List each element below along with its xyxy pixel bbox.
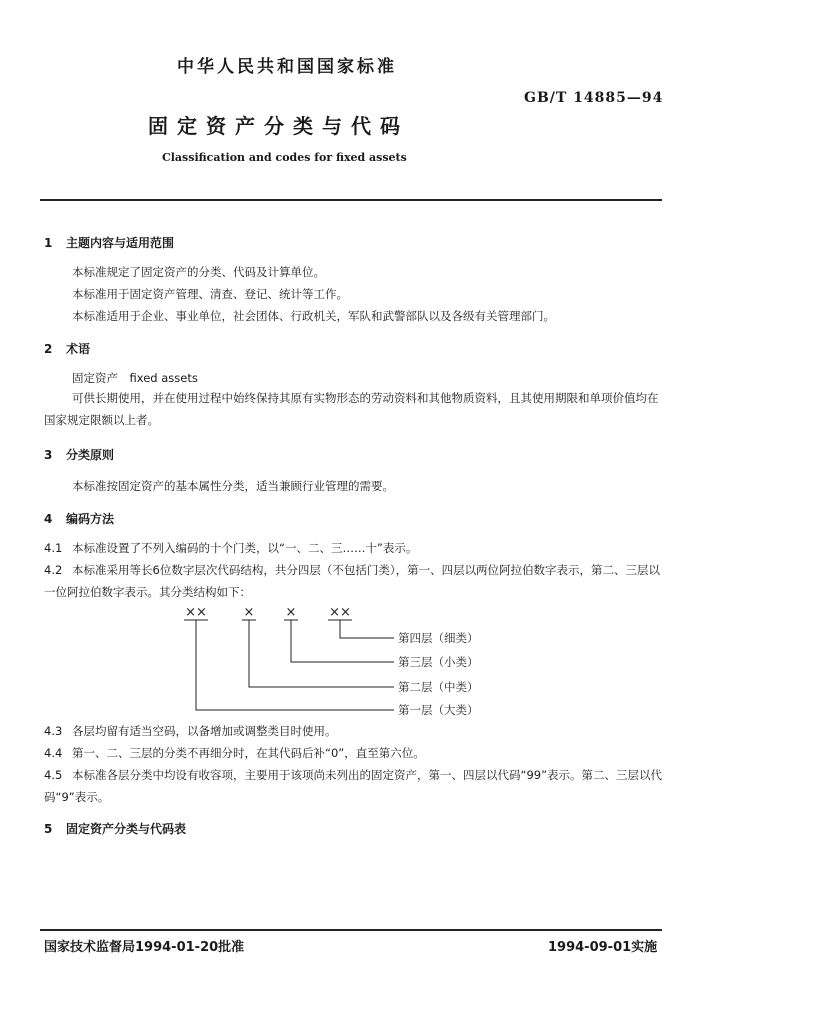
clause-number: 4.2 bbox=[44, 563, 63, 577]
national-standard-title: 中华人民共和国国家标准 bbox=[177, 57, 397, 77]
clause-text: 第一、二、三层的分类不再细分时，在其代码后补“0”，直至第六位。 bbox=[72, 746, 425, 760]
section-title: 编码方法 bbox=[66, 512, 115, 526]
section-2-heading bbox=[44, 340, 90, 357]
label-level-3: 第三层（小类） bbox=[398, 655, 479, 669]
clause-number: 4.4 bbox=[44, 746, 63, 760]
clause-text: 本标准采用等长6位数字层次代码结构，共分四层（不包括门类），第一、四层以两位阿拉伯数字表示，第二、三层以一位阿拉伯数字表示。其分类结构如下： bbox=[44, 563, 661, 599]
implementation-date: 1994-09-01实施 bbox=[548, 940, 658, 955]
section-title: 主题内容与适用范围 bbox=[66, 236, 175, 250]
paragraph: 本标准用于固定资产管理、清查、登记、统计等工作。 bbox=[72, 287, 348, 301]
term: 固定资产 fixed assets bbox=[72, 371, 198, 385]
section-title: 分类原则 bbox=[66, 448, 115, 462]
label-level-1: 第一层（大类） bbox=[398, 703, 479, 717]
top-divider bbox=[40, 199, 662, 201]
clause-text: 本标准设置了不列入编码的十个门类，以“一、二、三……十”表示。 bbox=[72, 541, 418, 555]
standard-code: GB/T 14885—94 bbox=[524, 90, 664, 106]
clause-4-5 bbox=[44, 764, 666, 808]
code-mark-level-3: × bbox=[285, 605, 297, 620]
connector-level-2 bbox=[249, 620, 394, 687]
paragraph: 本标准适用于企业、事业单位，社会团体、行政机关，军队和武警部队以及各级有关管理部门。 bbox=[72, 309, 555, 323]
document-title: 固定资产分类与代码 bbox=[148, 114, 409, 138]
section-number: 3 bbox=[44, 448, 53, 462]
clause-text: 本标准各层分类中均设有收容项，主要用于该项尚未列出的固定资产，第一、四层以代码“99”表示。第二、三层以代码“9”表示。 bbox=[44, 768, 663, 804]
section-number: 1 bbox=[44, 236, 53, 250]
clause-number: 4.5 bbox=[44, 768, 63, 782]
connector-level-4 bbox=[340, 620, 394, 638]
document-subtitle: Classification and codes for fixed assets bbox=[162, 151, 407, 164]
section-3-heading bbox=[44, 446, 114, 463]
code-mark-level-4: ×× bbox=[329, 605, 351, 620]
section-title: 术语 bbox=[66, 342, 91, 356]
clause-4-2 bbox=[44, 559, 666, 603]
paragraph: 本标准规定了固定资产的分类、代码及计算单位。 bbox=[72, 265, 325, 279]
section-number: 4 bbox=[44, 512, 53, 526]
section-5-heading bbox=[44, 820, 186, 837]
section-1-heading bbox=[44, 234, 174, 251]
clause-number: 4.3 bbox=[44, 724, 63, 738]
label-level-4: 第四层（细类） bbox=[398, 631, 479, 645]
section-title: 固定资产分类与代码表 bbox=[66, 822, 187, 836]
connector-level-3 bbox=[291, 620, 394, 662]
section-number: 2 bbox=[44, 342, 53, 356]
code-mark-level-2: × bbox=[243, 605, 255, 620]
code-mark-level-1: ×× bbox=[185, 605, 207, 620]
clause-number: 4.1 bbox=[44, 541, 63, 555]
paragraph: 本标准按固定资产的基本属性分类，适当兼顾行业管理的需要。 bbox=[72, 479, 394, 493]
approval-date: 国家技术监督局1994-01-20批准 bbox=[44, 940, 245, 955]
code-structure-diagram bbox=[170, 600, 510, 725]
section-number: 5 bbox=[44, 822, 53, 836]
clause-4-1 bbox=[44, 537, 666, 559]
term-definition: 可供长期使用，并在使用过程中始终保持其原有实物形态的劳动资料和其他物质资料，且其使用期限和单项价值均在国家规定限额以上者。 bbox=[44, 391, 659, 427]
section-4-heading bbox=[44, 510, 114, 527]
label-level-2: 第二层（中类） bbox=[398, 680, 479, 694]
clause-text: 各层均留有适当空码，以备增加或调整类目时使用。 bbox=[72, 724, 337, 738]
clause-4-4 bbox=[44, 742, 666, 764]
clause-4-3 bbox=[44, 720, 666, 742]
bottom-divider bbox=[40, 929, 662, 931]
connector-level-1 bbox=[196, 620, 394, 710]
